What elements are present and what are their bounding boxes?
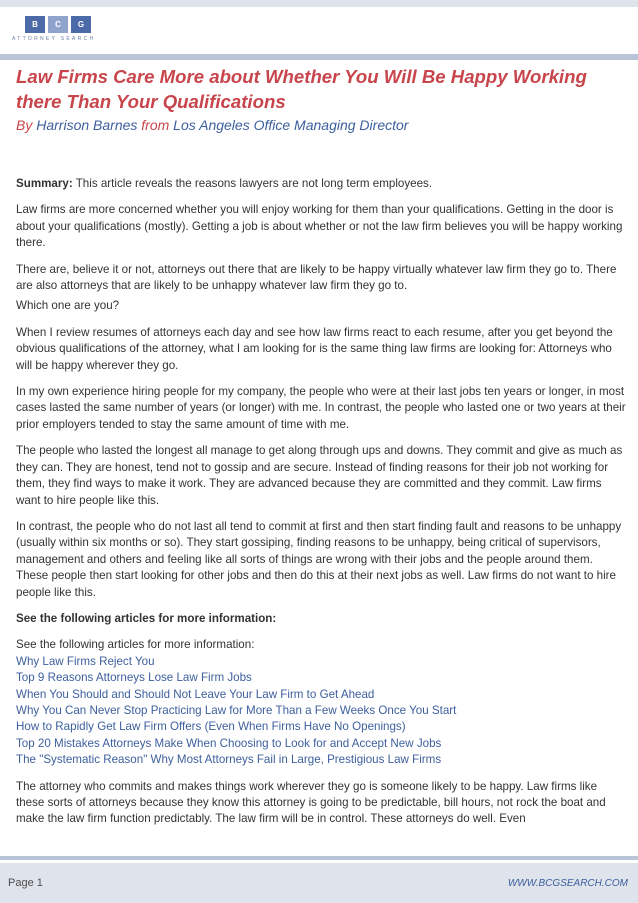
byline-author[interactable]: Harrison Barnes (36, 117, 138, 133)
see-also-intro: See the following articles for more information: (16, 638, 255, 652)
page-number: Page 1 (8, 877, 43, 889)
logo-tagline: ATTORNEY SEARCH (12, 36, 96, 42)
article-title: Law Firms Care More about Whether You Will Be Happy Working there Than Your Qualifications (16, 66, 587, 112)
article-link[interactable]: Top 20 Mistakes Attorneys Make When Choosing to Look for and Accept New Jobs (16, 736, 442, 750)
footer-divider (0, 856, 638, 860)
summary (16, 176, 626, 192)
paragraph: The people who lasted the longest all manage to get along through ups and downs. They commit and give as much as they can. They are honest, tend not to gossip and are secure. Instead of finding reasons for their job not working for them, they find ways to make it work. They are advanced because they are committed and they commit. Law firms want to hire people like this. (16, 444, 623, 507)
article-link[interactable]: Why Law Firms Reject You (16, 654, 155, 668)
logo-letter-g: G (71, 16, 91, 33)
paragraph: There are, believe it or not, attorneys out there that are likely to be happy virtually whatever law firm they go to. There are also attorneys that are likely to be unhappy whatever law firm they go to. (16, 262, 617, 293)
article-link[interactable]: How to Rapidly Get Law Firm Offers (Even When Firms Have No Openings) (16, 720, 406, 734)
logo-letter-b: B (25, 16, 45, 33)
logo-letter-c: C (48, 16, 68, 33)
article-link[interactable]: Why You Can Never Stop Practicing Law for More Than a Few Weeks Once You Start (16, 703, 457, 717)
article-body (16, 176, 626, 828)
article-link[interactable]: Top 9 Reasons Attorneys Lose Law Firm Jobs (16, 671, 252, 685)
summary-text: This article reveals the reasons lawyers are not long term employees. (72, 177, 433, 190)
paragraph: Law firms are more concerned whether you will enjoy working for them than your qualifications. Getting in the door is about your qualifications (mostly). Getting a job is about whether or not the law firm believes you will be happy working there. (16, 203, 623, 250)
paragraph: In my own experience hiring people for my company, the people who were at their last jobs ten years or longer, in most cases lasted the same number of years (or longer) with me. In contrast, the people who lasted one or two years at their prior employers tended to stay the same amount of time with me. (16, 385, 626, 431)
article-link[interactable]: The "Systematic Reason" Why Most Attorneys Fail in Large, Prestigious Law Firms (16, 753, 442, 767)
byline-by: By (16, 117, 33, 133)
paragraph: When I review resumes of attorneys each day and see how law firms react to each resume, after you get beyond the obvious qualifications of the attorney, what I am looking for is the same thing law firms are looking for: Attorneys who will be happy wherever they go. (16, 325, 613, 372)
byline-from: from (141, 117, 170, 133)
byline-location[interactable]: Los Angeles Office Managing Director (173, 117, 409, 133)
top-band (0, 0, 638, 7)
paragraph: In contrast, the people who do not last all tend to commit at first and then start finding fault and reasons to be unhappy (usually within six months or so). They start gossiping, finding reasons to be unhappy, being critical of supervisors, management and others and feeling like all sorts of things are wrong with their jobs and the people around them. These people then start looking for other jobs and then do this at their next jobs as well. Law firms do not want to hire people like this. (16, 519, 622, 599)
site-link[interactable]: WWW.BCGSEARCH.COM (507, 878, 628, 889)
summary-label: Summary: (16, 177, 73, 190)
article-link[interactable]: When You Should and Should Not Leave Your Law Firm to Get Ahead (16, 687, 375, 701)
bcg-logo (12, 16, 102, 46)
see-also-heading: See the following articles for more information: (16, 611, 277, 625)
paragraph: Which one are you? (16, 299, 120, 313)
closing-paragraph: The attorney who commits and makes things work wherever they go is someone likely to be happy. Law firms like these sorts of attorneys because they know this attorney is going to be predictable, bill hours, not rock the boat and make the law firm function predictably. The law firm will be in control. These attorneys do well. Even (16, 779, 606, 826)
article-byline (16, 117, 408, 133)
header-divider (0, 54, 638, 60)
